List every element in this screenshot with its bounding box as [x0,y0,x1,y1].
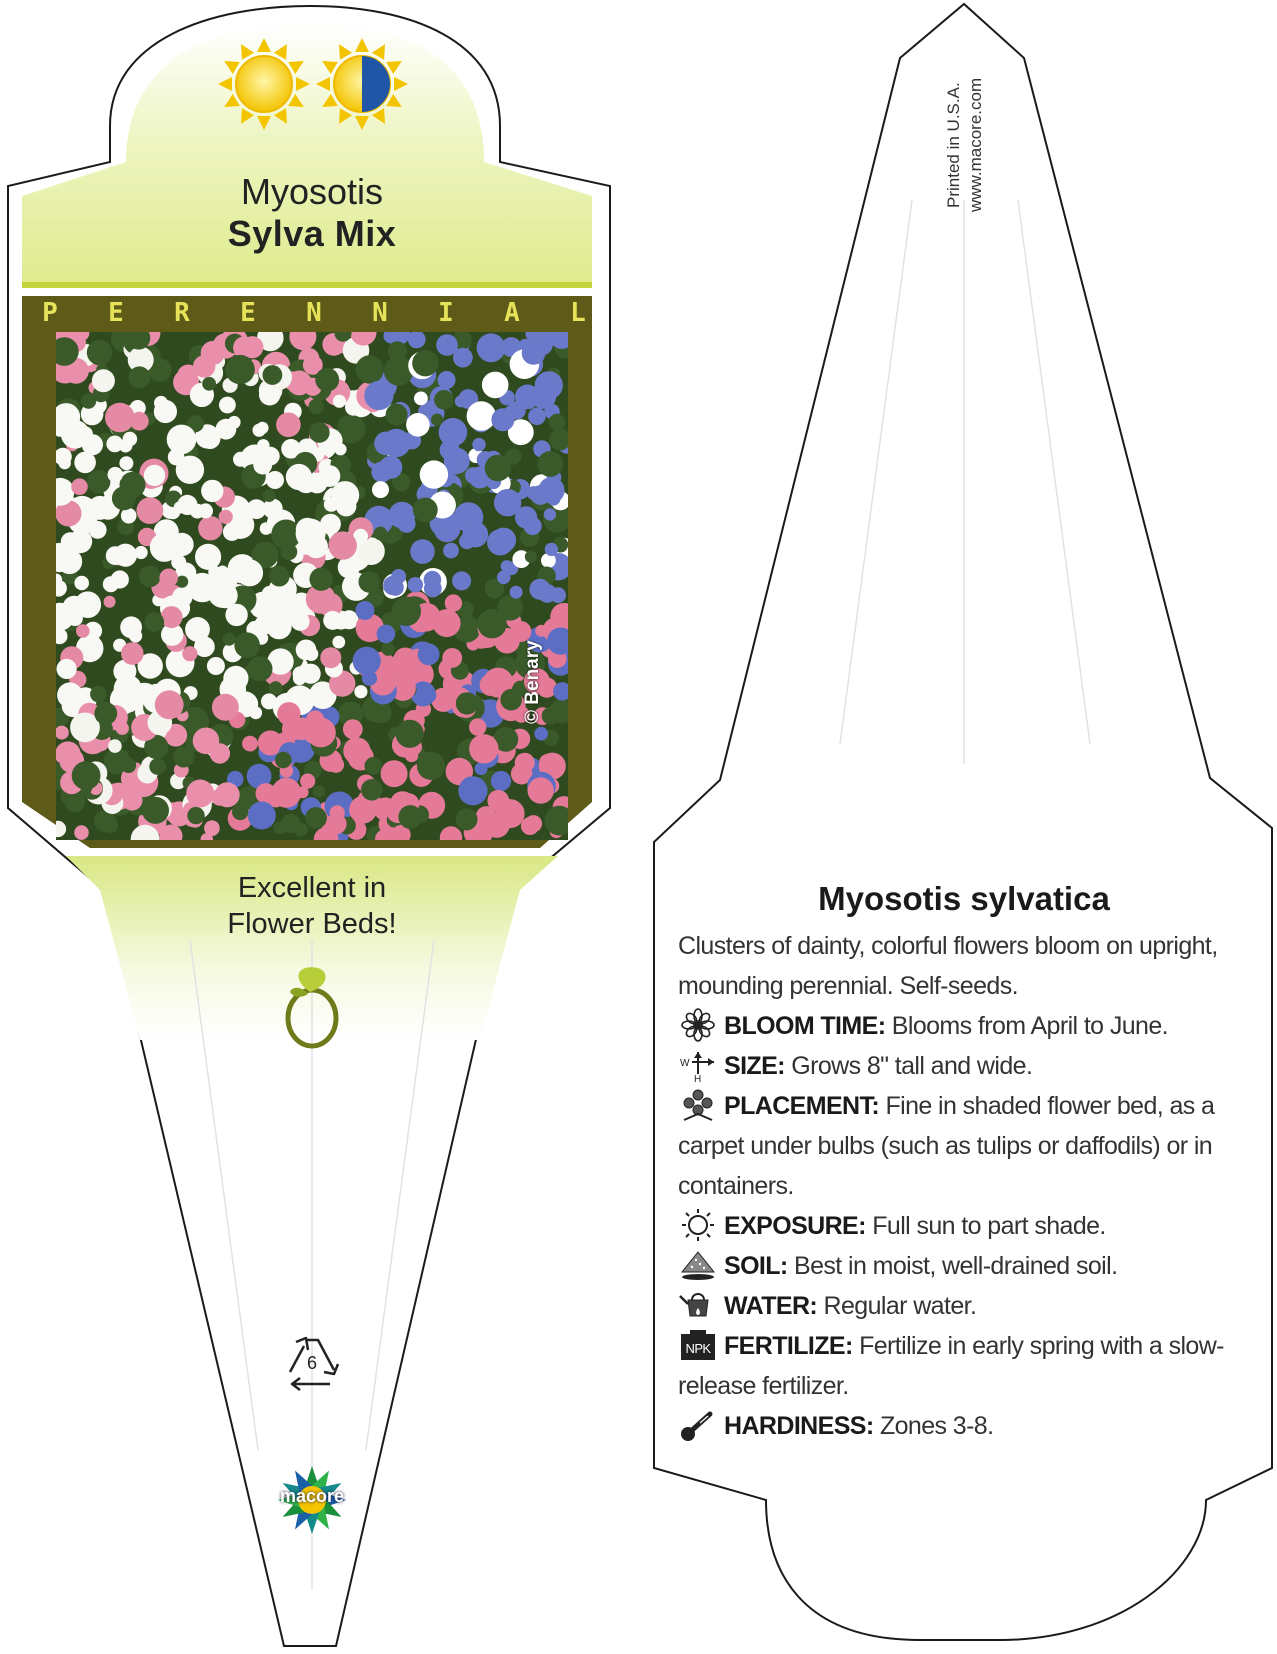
category-letter: L [570,298,586,328]
soil-icon [678,1248,718,1282]
attribute-fertilize [678,1326,1238,1406]
attribute-value: Blooms from April to June. [891,1012,1168,1040]
attribute-value: Regular water. [823,1292,977,1320]
category-label [40,298,588,328]
attribute-value: Full sun to part shade. [872,1212,1106,1240]
slogan-line: Flower Beds! [227,908,397,940]
recycle-code: 6 [306,1353,317,1373]
size-icon-h: H [694,1074,701,1082]
flower-photo [46,319,577,854]
attribute-value: Fine in shaded flower bed, as a carpet under bulbs (such as tulips or daffodils) or in containers. [678,1092,1215,1200]
brand-name: macore [279,1486,345,1506]
npk-label: NPK [685,1341,711,1356]
website-line: www.macore.com [966,77,985,212]
attribute-label: PLACEMENT: [724,1092,880,1120]
attribute-value: Zones 3-8. [879,1412,994,1440]
plant-common-name: Myosotis [240,171,384,212]
attribute-water [678,1286,1238,1326]
printed-in-line: Printed in U.S.A. [944,82,963,208]
category-letter: N [306,298,322,328]
category-letter: E [108,298,124,328]
category-letter: P [42,298,58,328]
description-text: Clusters of dainty, colorful flowers bloom on upright, mounding perennial. Self-seeds. [678,932,1218,1000]
attribute-label: HARDINESS: [724,1412,874,1440]
species-name: Myosotis sylvatica [818,880,1110,917]
attribute-soil [678,1246,1238,1286]
thermometer-icon [678,1408,718,1442]
slogan [160,870,464,942]
size-arrows-icon [678,1048,718,1082]
attribute-exposure [678,1206,1238,1246]
attribute-label: BLOOM TIME: [724,1012,886,1040]
category-letter: R [174,298,190,328]
watering-can-icon [678,1288,718,1322]
placement-icon [678,1088,718,1122]
attribute-size [678,1046,1238,1086]
photo-credit: © Benary [522,640,543,724]
slogan-line: Excellent in [237,872,387,904]
attribute-placement [678,1086,1238,1206]
attribute-label: SOIL: [724,1252,788,1280]
plant-cultivar-name: Sylva Mix [227,213,397,254]
attribute-label: SIZE: [724,1052,785,1080]
size-icon-w: W [680,1058,689,1069]
npk-icon [678,1328,718,1362]
attribute-value: Best in moist, well-drained soil. [794,1252,1118,1280]
attribute-label: EXPOSURE: [724,1212,866,1240]
attribute-value: Grows 8" tall and wide. [791,1052,1033,1080]
attribute-label: FERTILIZE: [724,1332,853,1360]
attribute-hardiness [678,1406,1238,1446]
sun-icon [678,1208,718,1242]
category-letter: N [372,298,388,328]
category-letter: I [438,298,454,328]
flower-icon [678,1008,718,1042]
category-letter: E [240,298,256,328]
attribute-label: WATER: [724,1292,818,1320]
attribute-value: Fertilize in early spring with a slow-release fertilizer. [678,1332,1224,1400]
attribute-bloom-time [678,1006,1238,1046]
plant-description [678,926,1238,1446]
category-letter: A [504,298,520,328]
